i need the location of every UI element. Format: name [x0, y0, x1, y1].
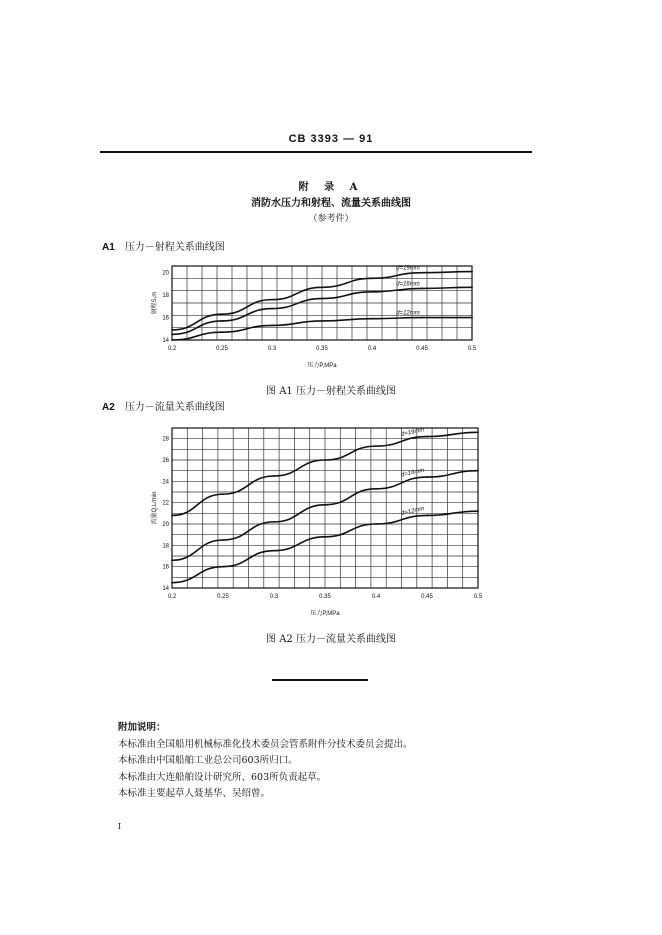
data-point: [477, 510, 479, 512]
data-point: [371, 291, 373, 293]
series-label: d=16mm: [396, 281, 420, 288]
data-point: [471, 317, 473, 319]
y-tick-label: 18: [162, 543, 169, 550]
x-tick-label: 0.35: [319, 594, 331, 600]
data-point: [273, 475, 275, 477]
notes-line: 本标准由大连船舶设计研究所、603所负责起草。: [118, 771, 327, 783]
data-point: [171, 515, 173, 517]
chart-pressure-flow: [130, 416, 500, 628]
end-rule: [272, 679, 368, 681]
data-point: [271, 299, 273, 301]
y-tick-label: 20: [162, 270, 169, 277]
x-tick-label: 0.45: [416, 346, 428, 352]
appendix-note: （参考件）: [308, 214, 354, 224]
chart-pressure-range: [130, 258, 500, 376]
header-rule: [100, 151, 532, 153]
data-point: [375, 523, 377, 525]
section-a1-number: A1: [102, 242, 115, 253]
data-point: [273, 521, 275, 523]
data-point: [221, 320, 223, 322]
y-tick-label: 18: [162, 293, 169, 300]
y-tick-label: 26: [162, 458, 169, 464]
data-point: [426, 476, 428, 478]
data-point: [324, 459, 326, 461]
data-point: [426, 515, 428, 517]
notes-line: 本标准由中国船舶工业总公司603所归口。: [118, 755, 298, 766]
data-point: [471, 271, 473, 273]
y-tick-label: 16: [162, 315, 169, 322]
x-tick-label: 0.45: [421, 594, 433, 600]
additional-notes: [118, 720, 413, 803]
data-point: [222, 539, 224, 541]
x-tick-label: 0.35: [316, 346, 328, 352]
x-tick-label: 0.4: [371, 594, 381, 600]
appendix-label: 附 录 A: [298, 182, 364, 193]
data-point: [171, 339, 173, 341]
data-point: [471, 286, 473, 288]
x-axis-label: 压力P,MPa: [307, 363, 337, 369]
data-point: [375, 445, 377, 447]
x-tick-label: 0.3: [269, 594, 279, 600]
data-point: [271, 325, 273, 327]
section-a1-title: 压力－射程关系曲线图: [124, 242, 225, 253]
section-a2-number: A2: [102, 402, 115, 413]
data-point: [477, 431, 479, 433]
figure-a1-caption: 图 A1 压力－射程关系曲线图: [266, 386, 396, 397]
x-tick-label: 0.2: [167, 346, 177, 352]
x-tick-label: 0.2: [167, 594, 177, 600]
data-point: [371, 318, 373, 320]
data-point: [321, 286, 323, 288]
y-tick-label: 20: [162, 522, 169, 528]
x-tick-label: 0.4: [367, 346, 377, 352]
x-tick-label: 0.25: [217, 594, 229, 600]
data-point: [222, 566, 224, 568]
y-tick-label: 16: [162, 564, 169, 571]
y-tick-label: 14: [162, 586, 169, 592]
series-label: d=12mm: [396, 310, 420, 317]
appendix-title: 消防水压力和射程、流量关系曲线图: [251, 198, 411, 209]
data-point: [221, 313, 223, 315]
y-axis-label: 射程S,m: [152, 291, 158, 315]
notes-heading: 附加说明：: [118, 722, 166, 733]
series-label: d=19mm: [396, 265, 420, 272]
data-point: [421, 272, 423, 274]
data-point: [222, 493, 224, 495]
document-code: CB 3393 — 91: [288, 133, 374, 145]
data-point: [324, 504, 326, 506]
y-tick-label: 24: [162, 479, 169, 486]
data-point: [221, 331, 223, 333]
data-point: [321, 298, 323, 300]
y-tick-label: 14: [162, 338, 169, 344]
data-point: [321, 320, 323, 322]
x-tick-label: 0.25: [216, 346, 228, 352]
y-tick-label: 28: [162, 436, 169, 443]
series-label: d=19mm: [400, 427, 425, 438]
x-tick-label: 0.3: [267, 346, 277, 352]
data-point: [426, 436, 428, 438]
data-point: [171, 559, 173, 561]
y-tick-label: 22: [162, 500, 169, 507]
notes-line: 本标准由全国船用机械标准化技术委员会管系附件分技术委员会提出。: [118, 738, 413, 750]
data-point: [477, 470, 479, 472]
data-point: [375, 488, 377, 490]
data-point: [171, 333, 173, 335]
data-point: [324, 536, 326, 538]
footer-mark: I: [118, 822, 122, 831]
notes-line: 本标准主要起草人聂基华、吴绍曾。: [118, 788, 271, 799]
series-label: d=12mm: [400, 506, 425, 517]
section-a2-heading: [102, 398, 225, 413]
figure-a2-caption: 图 A2 压力－流量关系曲线图: [266, 634, 396, 645]
section-a1-heading: [102, 238, 225, 253]
section-a2-title: 压力－流量关系曲线图: [124, 402, 225, 413]
data-point: [273, 550, 275, 552]
data-point: [171, 582, 173, 584]
data-point: [371, 277, 373, 279]
series-label: d=16mm: [400, 467, 425, 479]
x-tick-label: 0.5: [473, 594, 483, 600]
data-point: [271, 308, 273, 310]
y-axis-label: 流量Q,L/min: [152, 491, 158, 525]
data-point: [171, 329, 173, 331]
data-point: [421, 288, 423, 290]
x-tick-label: 0.5: [467, 346, 477, 352]
x-axis-label: 压力P,MPa: [310, 611, 340, 617]
data-point: [421, 317, 423, 319]
